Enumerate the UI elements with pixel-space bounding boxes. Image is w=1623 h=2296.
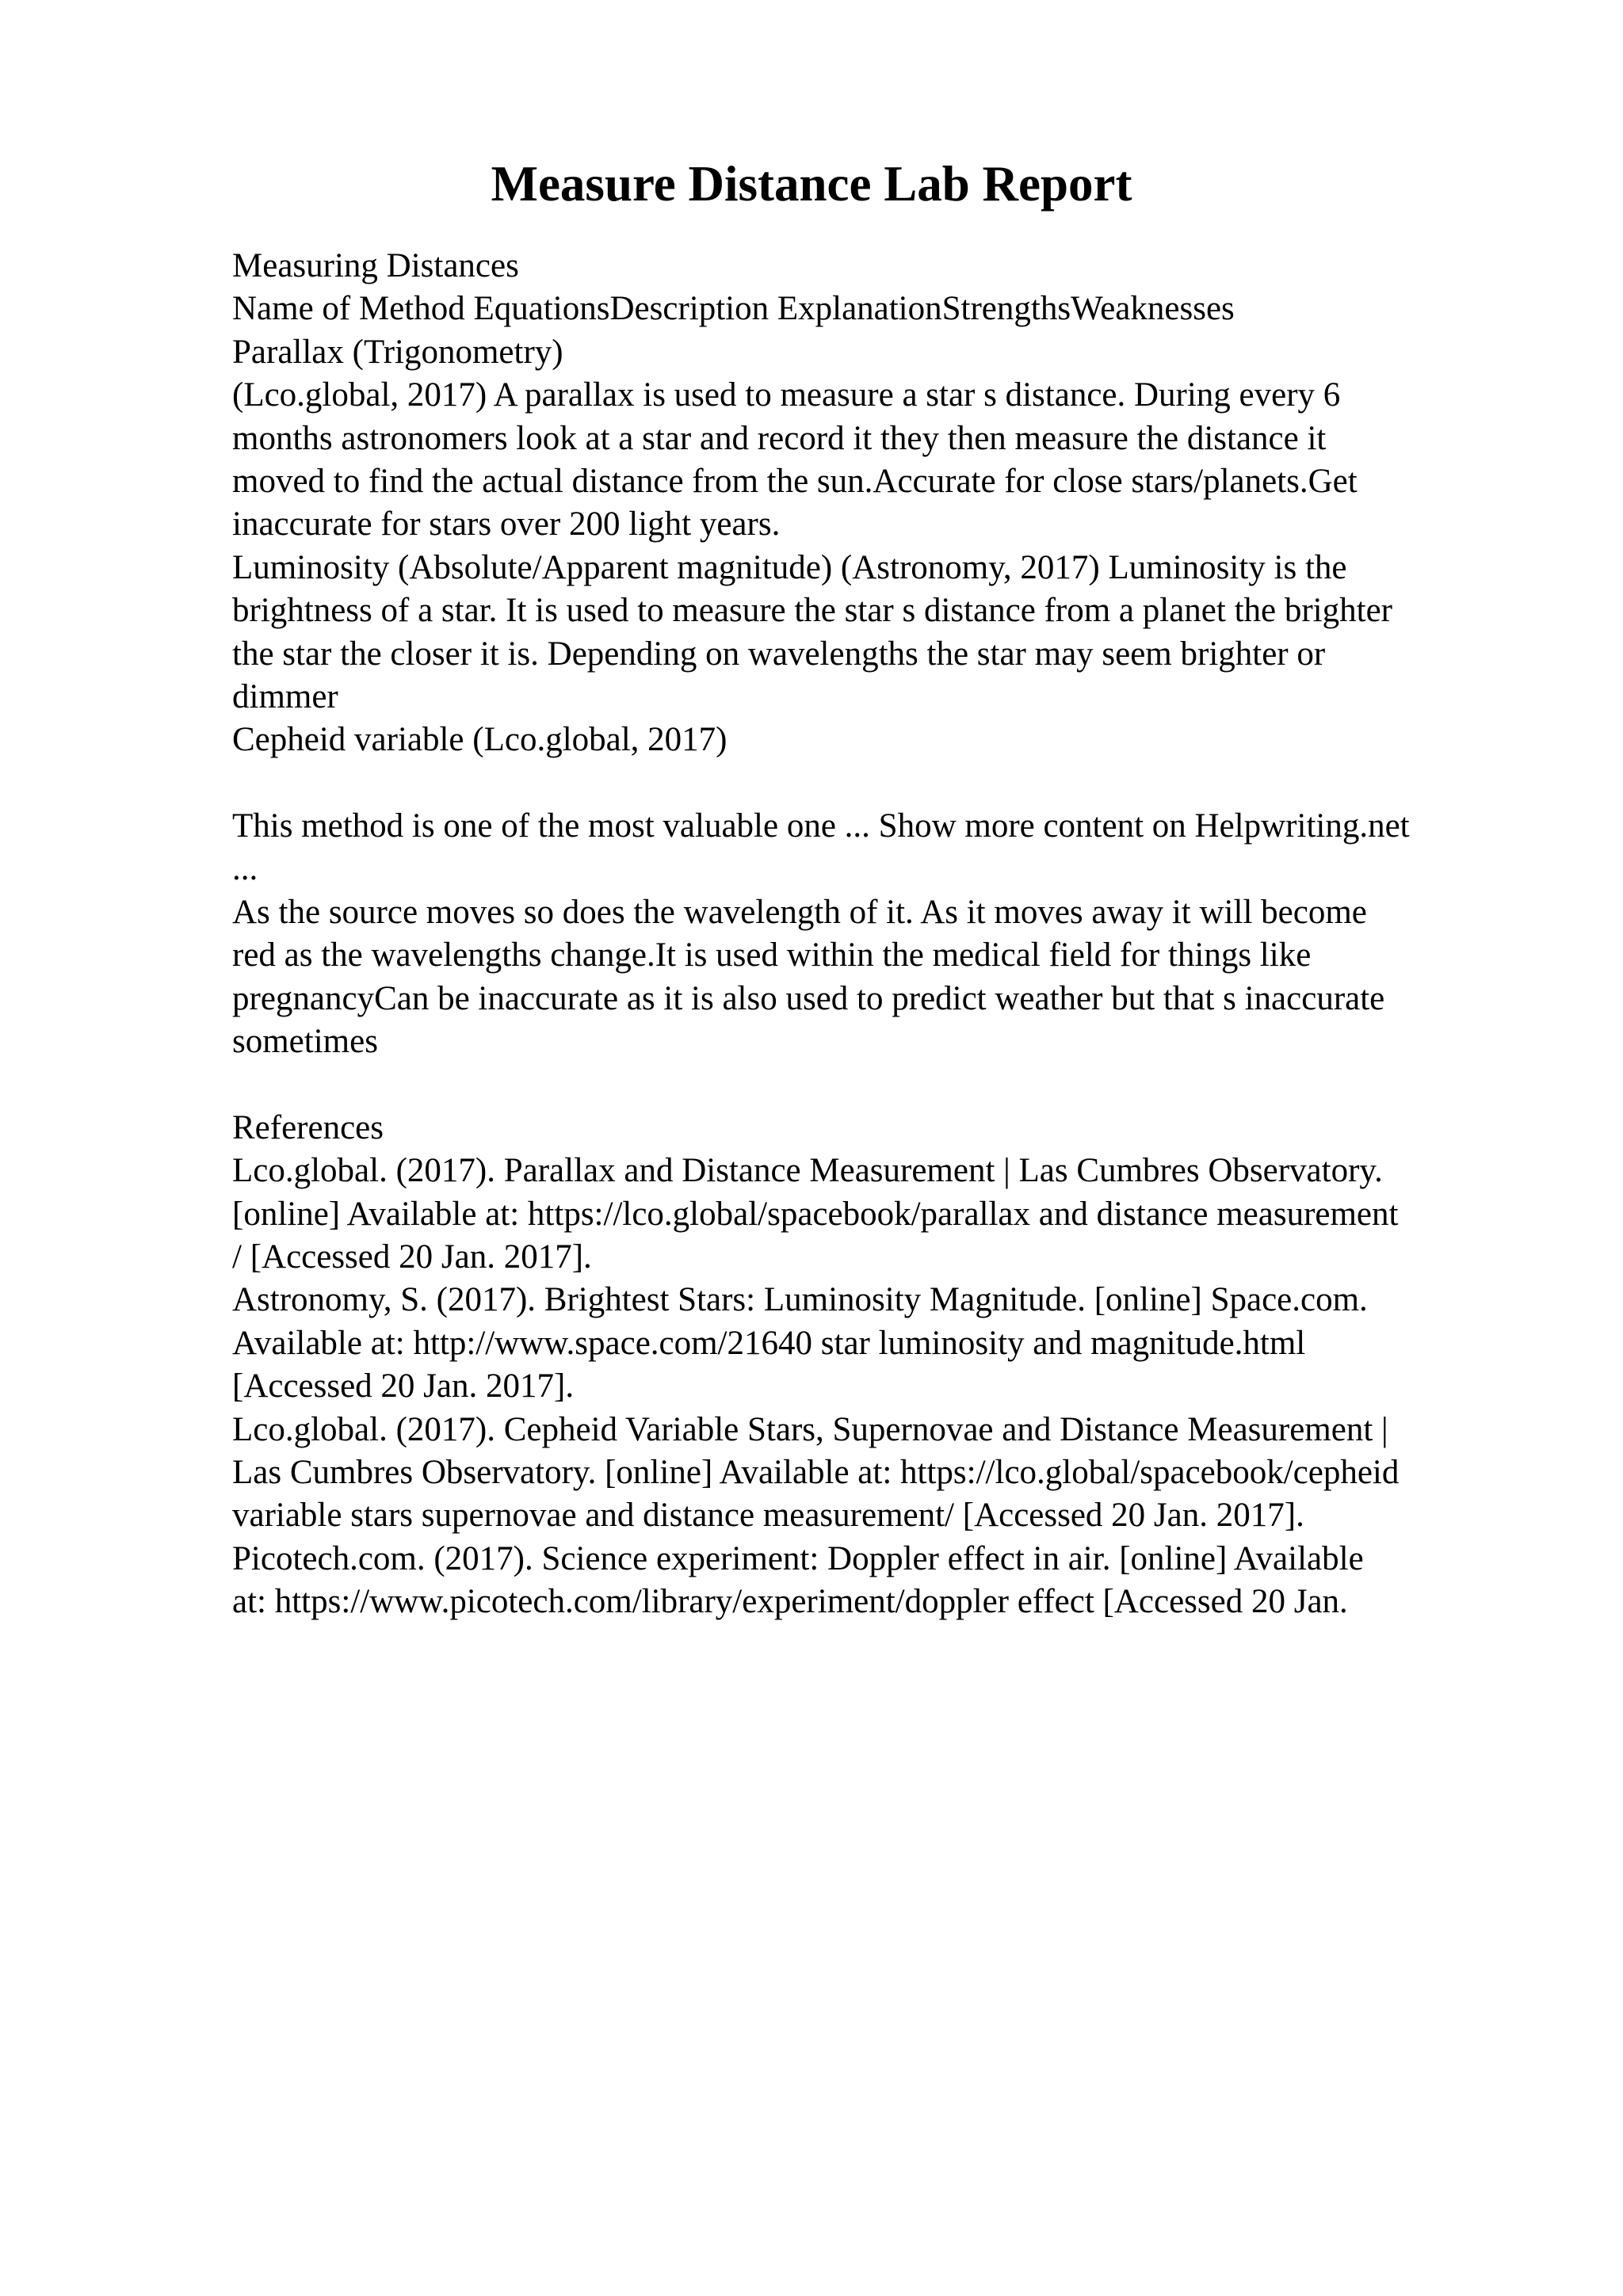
reference-line: / [Accessed 20 Jan. 2017]. bbox=[232, 1238, 592, 1276]
reference-line: Lco.global. (2017). Cepheid Variable Stars, Supernovae and Distance Measurement | bbox=[232, 1410, 1388, 1448]
text-line: Cepheid variable (Lco.global, 2017) bbox=[232, 721, 727, 759]
text-line: Name of Method EquationsDescription ExplanationStrengthsWeaknesses bbox=[232, 290, 1235, 328]
reference-line: at: https://www.picotech.com/library/experiment/doppler effect [Accessed 20 Jan. bbox=[232, 1583, 1348, 1621]
text-line: dimmer bbox=[232, 677, 338, 715]
text-line: Luminosity (Absolute/Apparent magnitude) (Astronomy, 2017) Luminosity is the bbox=[232, 548, 1347, 586]
text-line: the star the closer it is. Depending on wavelengths the star may seem brighter or bbox=[232, 635, 1326, 673]
blank-line bbox=[232, 762, 1516, 805]
reference-line: Available at: http://www.space.com/21640 star luminosity and magnitude.html bbox=[232, 1324, 1306, 1362]
text-line: months astronomers look at a star and record it they then measure the distance it bbox=[232, 419, 1327, 457]
reference-line: Astronomy, S. (2017). Brightest Stars: Luminosity Magnitude. [online] Space.com. bbox=[232, 1281, 1368, 1319]
text-line: brightness of a star. It is used to measure the star s distance from a planet the brighter bbox=[232, 592, 1392, 630]
document-body bbox=[232, 245, 1516, 1624]
text-line: Parallax (Trigonometry) bbox=[232, 333, 563, 371]
reference-line: Las Cumbres Observatory. [online] Available at: https://lco.global/spacebook/cepheid bbox=[232, 1453, 1400, 1491]
text-line: red as the wavelengths change.It is used within the medical field for things like bbox=[232, 936, 1312, 974]
text-line: sometimes bbox=[232, 1023, 378, 1061]
text-line: As the source moves so does the wavelength of it. As it moves away it will become bbox=[232, 893, 1367, 931]
reference-line: Picotech.com. (2017). Science experiment: Doppler effect in air. [online] Available bbox=[232, 1539, 1364, 1577]
show-more-line: This method is one of the most valuable one ... Show more content on Helpwriting.net bbox=[232, 807, 1410, 845]
text-line: ... bbox=[232, 850, 258, 888]
text-line: pregnancyCan be inaccurate as it is also used to predict weather but that s inaccurate bbox=[232, 979, 1385, 1017]
text-line: moved to find the actual distance from the sun.Accurate for close stars/planets.Get bbox=[232, 462, 1358, 500]
blank-line bbox=[232, 1063, 1516, 1106]
reference-line: [online] Available at: https://lco.global/spacebook/parallax and distance measurement bbox=[232, 1195, 1399, 1233]
reference-line: [Accessed 20 Jan. 2017]. bbox=[232, 1367, 575, 1405]
text-line: inaccurate for stars over 200 light years. bbox=[232, 505, 781, 543]
references-heading: References bbox=[232, 1108, 384, 1146]
text-line: Measuring Distances bbox=[232, 247, 519, 284]
reference-line: variable stars supernovae and distance measurement/ [Accessed 20 Jan. 2017]. bbox=[232, 1497, 1304, 1535]
text-line: (Lco.global, 2017) A parallax is used to measure a star s distance. During every 6 bbox=[232, 376, 1341, 414]
document-title: Measure Distance Lab Report bbox=[491, 156, 1132, 212]
reference-line: Lco.global. (2017). Parallax and Distance Measurement | Las Cumbres Observatory. bbox=[232, 1152, 1383, 1190]
